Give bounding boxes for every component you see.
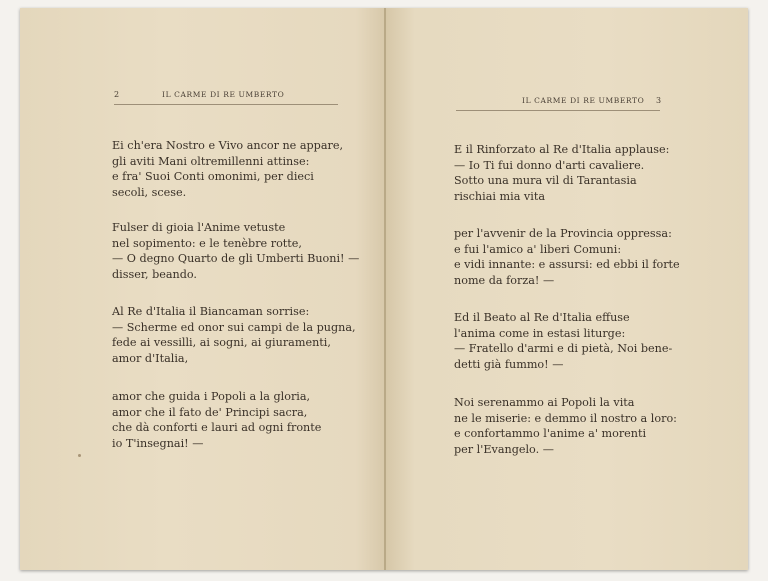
- verse-line: — Io Ti fui donno d'arti cavaliere.: [454, 158, 645, 172]
- verse-line: per l'avvenir de la Provincia oppressa:: [454, 227, 672, 240]
- verse-line: l'anima come in estasi liturge:: [454, 326, 626, 340]
- stanza: [454, 310, 672, 372]
- stanza: [112, 389, 321, 451]
- verse-line: amor che il fato de' Principi sacra,: [112, 405, 308, 419]
- head-rule-right: [456, 110, 660, 111]
- verse-line: gli aviti Mani oltremillenni attinse:: [112, 154, 310, 168]
- left-page: [20, 8, 385, 570]
- verse-line: e vidi innante: e assursi: ed ebbi il forte: [454, 258, 680, 271]
- verse-line: ne le miserie: e demmo il nostro a loro:: [454, 411, 677, 425]
- running-head-title-left: IL CARME DI RE UMBERTO: [162, 90, 285, 99]
- verse-line: disser, beando.: [112, 267, 197, 281]
- verse-line: Noi serenammo ai Popoli la vita: [454, 396, 635, 409]
- stanza: [454, 226, 680, 288]
- verse-line: io T'insegnai! —: [112, 436, 204, 450]
- verse-line: Fulser di gioia l'Anime vetuste: [112, 221, 286, 234]
- verse-line: Al Re d'Italia il Biancaman sorrise:: [112, 305, 310, 318]
- verse-line: Ei ch'era Nostro e Vivo ancor ne appare,: [112, 139, 344, 152]
- verse-line: E il Rinforzato al Re d'Italia applause:: [454, 143, 670, 156]
- verse-line: e fra' Suoi Conti omonimi, per dieci: [112, 170, 314, 183]
- running-head-title-right: IL CARME DI RE UMBERTO: [522, 96, 645, 105]
- page-number-right: 3: [656, 96, 662, 105]
- verse-line: detti già fummo! —: [454, 357, 564, 371]
- verse-line: per l'Evangelo. —: [454, 442, 554, 456]
- paper-spot: [78, 454, 81, 457]
- verse-line: nel sopimento: e le tenèbre rotte,: [112, 236, 302, 250]
- verse-line: — O degno Quarto de gli Umberti Buoni! —: [112, 252, 360, 265]
- verse-line: fede ai vessilli, ai sogni, ai giuramenti,: [112, 336, 331, 349]
- verse-line: rischiai mia vita: [454, 189, 545, 203]
- stanza: [454, 395, 677, 457]
- stanza: [112, 138, 343, 200]
- verse-line: Ed il Beato al Re d'Italia effuse: [454, 311, 630, 324]
- right-page: [386, 8, 748, 570]
- head-rule-left: [114, 104, 338, 105]
- verse-line: Sotto una mura vil di Tarantasia: [454, 174, 637, 187]
- verse-line: che dà conforti e lauri ad ogni fronte: [112, 421, 322, 434]
- verse-line: e fui l'amico a' liberi Comuni:: [454, 242, 622, 256]
- stanza: [454, 142, 669, 204]
- stanza: [112, 304, 356, 366]
- verse-line: e confortammo l'anime a' morenti: [454, 427, 647, 440]
- verse-line: — Fratello d'armi e di pietà, Noi bene-: [454, 342, 673, 355]
- verse-line: amor che guida i Popoli a la gloria,: [112, 390, 311, 403]
- verse-line: secoli, scese.: [112, 185, 187, 199]
- verse-line: nome da forza! —: [454, 273, 555, 287]
- verse-line: — Scherme ed onor sui campi de la pugna,: [112, 320, 356, 334]
- open-book: [20, 8, 748, 570]
- page-number-left: 2: [114, 90, 120, 99]
- verse-line: amor d'Italia,: [112, 351, 189, 365]
- stanza: [112, 220, 359, 282]
